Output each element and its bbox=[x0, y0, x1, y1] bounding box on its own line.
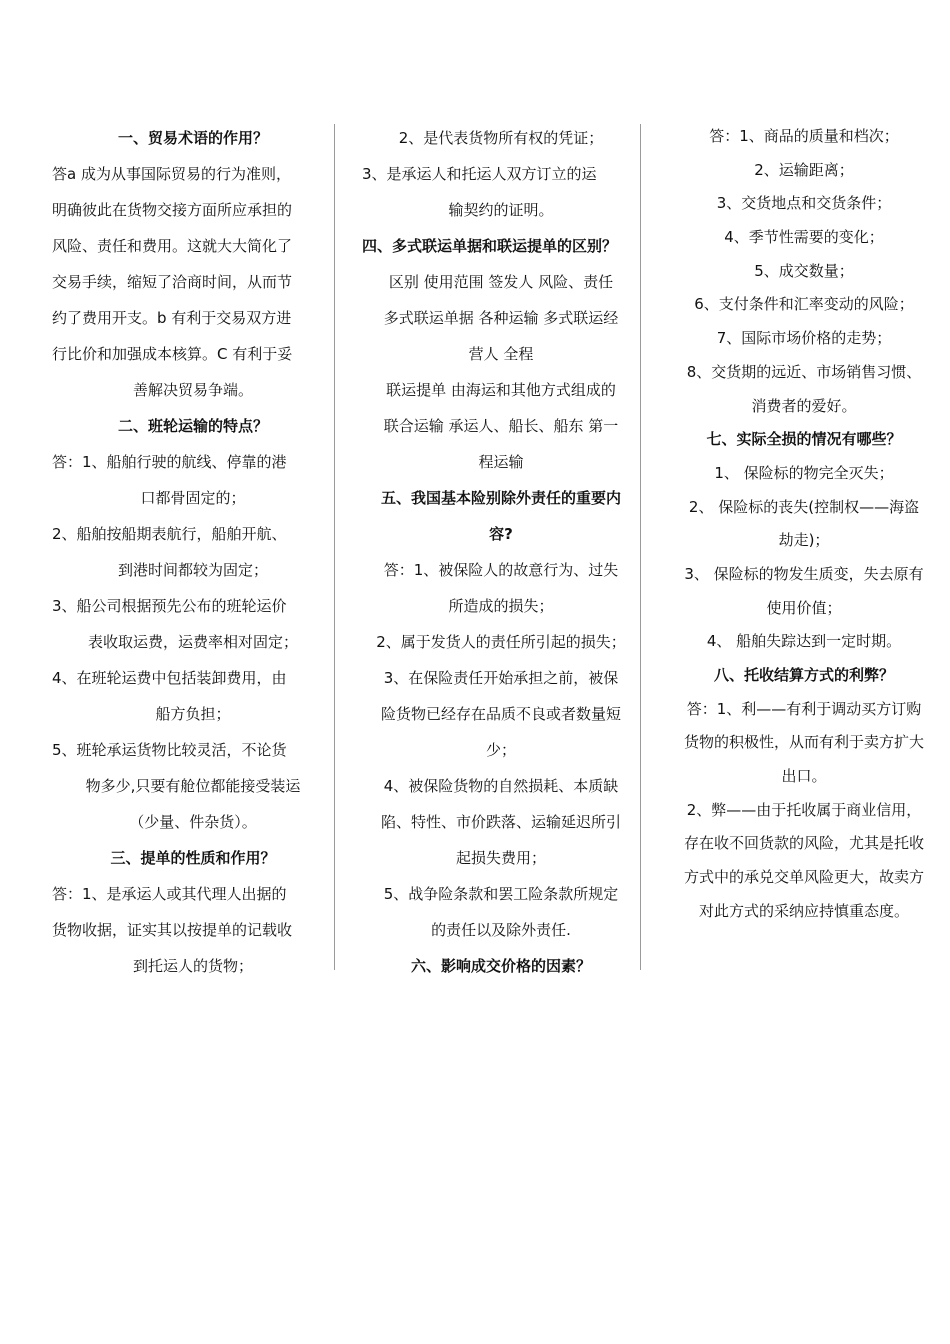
section-heading: 八、托收结算方式的利弊？ bbox=[713, 666, 894, 684]
section-heading: 四、多式联运单据和联运提单的区别？ bbox=[362, 237, 618, 255]
text-line: 所造成的损失； bbox=[448, 597, 554, 615]
text-line: 输契约的证明。 bbox=[448, 201, 554, 219]
text-line: 交易手续，缩短了洽商时间，从而节 bbox=[52, 273, 293, 291]
text-line: 2、属于发货人的责任所引起的损失； bbox=[376, 633, 626, 651]
text-line: 8、交货期的远近、市场销售习惯、 bbox=[686, 362, 922, 381]
text-line: 4、季节性需要的变化； bbox=[724, 228, 884, 247]
text-line: 答a 成为从事国际贸易的行为准则， bbox=[52, 165, 291, 183]
text-line: 约了费用开支。b 有利于交易双方进 bbox=[52, 309, 292, 327]
text-line: 联运提单 由海运和其他方式组成的 bbox=[386, 381, 616, 399]
text-line: 4、在班轮运费中包括装卸费用，由 bbox=[52, 669, 287, 687]
text-line: 船方负担； bbox=[155, 705, 231, 723]
text-line: 陷、特性、市价跌落、运输延迟所引 bbox=[380, 813, 621, 831]
text-line: 4、 船舶失踪达到一定时期。 bbox=[706, 632, 902, 651]
text-line: 5、成交数量； bbox=[754, 261, 854, 280]
column-3 bbox=[666, 120, 942, 929]
text-line: 货物收据，证实其以按提单的记载收 bbox=[52, 921, 293, 939]
text-line: 劫走)； bbox=[778, 531, 830, 550]
text-line: 口都骨固定的； bbox=[140, 489, 246, 507]
text-line: 4、被保险货物的自然损耗、本质缺 bbox=[383, 777, 619, 795]
text-line: 3、是承运人和托运人双方订立的运 bbox=[362, 165, 597, 183]
text-line: 对此方式的采纳应持慎重态度。 bbox=[698, 901, 909, 920]
text-line: （少量、件杂货）。 bbox=[129, 813, 257, 831]
text-line: 出口。 bbox=[781, 767, 827, 786]
text-line: 物多少,只要有舱位都能接受装运 bbox=[85, 777, 301, 795]
text-line: 使用价值； bbox=[766, 598, 842, 617]
text-line: 3、 保险标的物发生质变，失去原有 bbox=[684, 564, 924, 583]
text-line: 善解决贸易争端。 bbox=[132, 381, 253, 399]
text-line: 答：1、商品的质量和档次； bbox=[709, 127, 899, 145]
text-line: 行比价和加强成本核算。C 有利于妥 bbox=[52, 345, 293, 363]
text-line: 5、班轮承运货物比较灵活，不论货 bbox=[52, 741, 287, 759]
column-divider-1 bbox=[334, 124, 335, 970]
text-line: 风险、责任和费用。这就大大简化了 bbox=[52, 237, 293, 255]
text-line: 1、 保险标的物完全灭失； bbox=[714, 463, 894, 482]
text-line: 联合运输 承运人、船长、船东 第一 bbox=[383, 417, 619, 435]
text-line: 3、在保险责任开始承担之前，被保 bbox=[383, 669, 619, 687]
text-line: 消费者的爱好。 bbox=[751, 396, 857, 415]
text-line: 3、交货地点和交货条件； bbox=[716, 194, 892, 213]
text-line: 3、船公司根据预先公布的班轮运价 bbox=[52, 597, 287, 615]
column-2 bbox=[362, 120, 640, 984]
text-line: 2、运输距离； bbox=[754, 160, 854, 179]
column-1 bbox=[52, 120, 334, 984]
text-line: 2、弊——由于托收属于商业信用， bbox=[686, 800, 922, 819]
text-line: 少； bbox=[485, 741, 516, 759]
text-line: 方式中的承兑交单风险更大，故卖方 bbox=[683, 868, 924, 887]
section-heading: 容? bbox=[489, 525, 513, 543]
section-heading: 二、班轮运输的特点？ bbox=[117, 417, 268, 435]
text-line: 2、船舶按船期表航行，船舶开航、 bbox=[52, 525, 287, 543]
text-line: 到托运人的货物； bbox=[132, 957, 253, 975]
section-heading: 五、我国基本险别除外责任的重要内 bbox=[380, 489, 621, 507]
text-line: 答：1、是承运人或其代理人出据的 bbox=[52, 885, 287, 903]
text-line: 的责任以及除外责任. bbox=[431, 921, 571, 939]
text-line: 答：1、船舶行驶的航线、停靠的港 bbox=[52, 453, 287, 471]
column-divider-2 bbox=[640, 124, 641, 970]
text-line: 明确彼此在货物交接方面所应承担的 bbox=[52, 201, 293, 219]
text-line: 险货物已经存在品质不良或者数量短 bbox=[380, 705, 621, 723]
text-line: 答：1、利——有利于调动买方订购 bbox=[686, 699, 922, 718]
text-line: 区别 使用范围 签发人 风险、责任 bbox=[388, 273, 614, 291]
text-line: 表收取运费，运费率相对固定； bbox=[87, 633, 298, 651]
section-heading: 七、实际全损的情况有哪些？ bbox=[706, 430, 902, 449]
text-line: 答：1、被保险人的故意行为、过失 bbox=[383, 561, 619, 579]
text-line: 程运输 bbox=[478, 453, 524, 471]
text-line: 多式联运单据 各种运输 多式联运经 bbox=[383, 309, 619, 327]
section-heading: 三、提单的性质和作用？ bbox=[110, 849, 276, 867]
text-line: 5、战争险条款和罢工险条款所规定 bbox=[383, 885, 619, 903]
section-heading: 六、影响成交价格的因素？ bbox=[410, 957, 591, 975]
text-line: 7、国际市场价格的走势； bbox=[716, 329, 892, 348]
text-line: 起损失费用； bbox=[455, 849, 546, 867]
text-line: 2、是代表货物所有权的凭证； bbox=[398, 129, 604, 147]
text-line: 2、 保险标的丧失(控制权——海盗 bbox=[688, 497, 920, 516]
text-line: 营人 全程 bbox=[468, 345, 534, 363]
text-line: 货物的积极性，从而有利于卖方扩大 bbox=[683, 733, 924, 752]
section-heading: 一、贸易术语的作用？ bbox=[117, 129, 268, 147]
text-line: 到港时间都较为固定； bbox=[117, 561, 268, 579]
text-line: 存在收不回货款的风险，尤其是托收 bbox=[683, 834, 924, 853]
text-line: 6、支付条件和汇率变动的风险； bbox=[694, 295, 914, 314]
